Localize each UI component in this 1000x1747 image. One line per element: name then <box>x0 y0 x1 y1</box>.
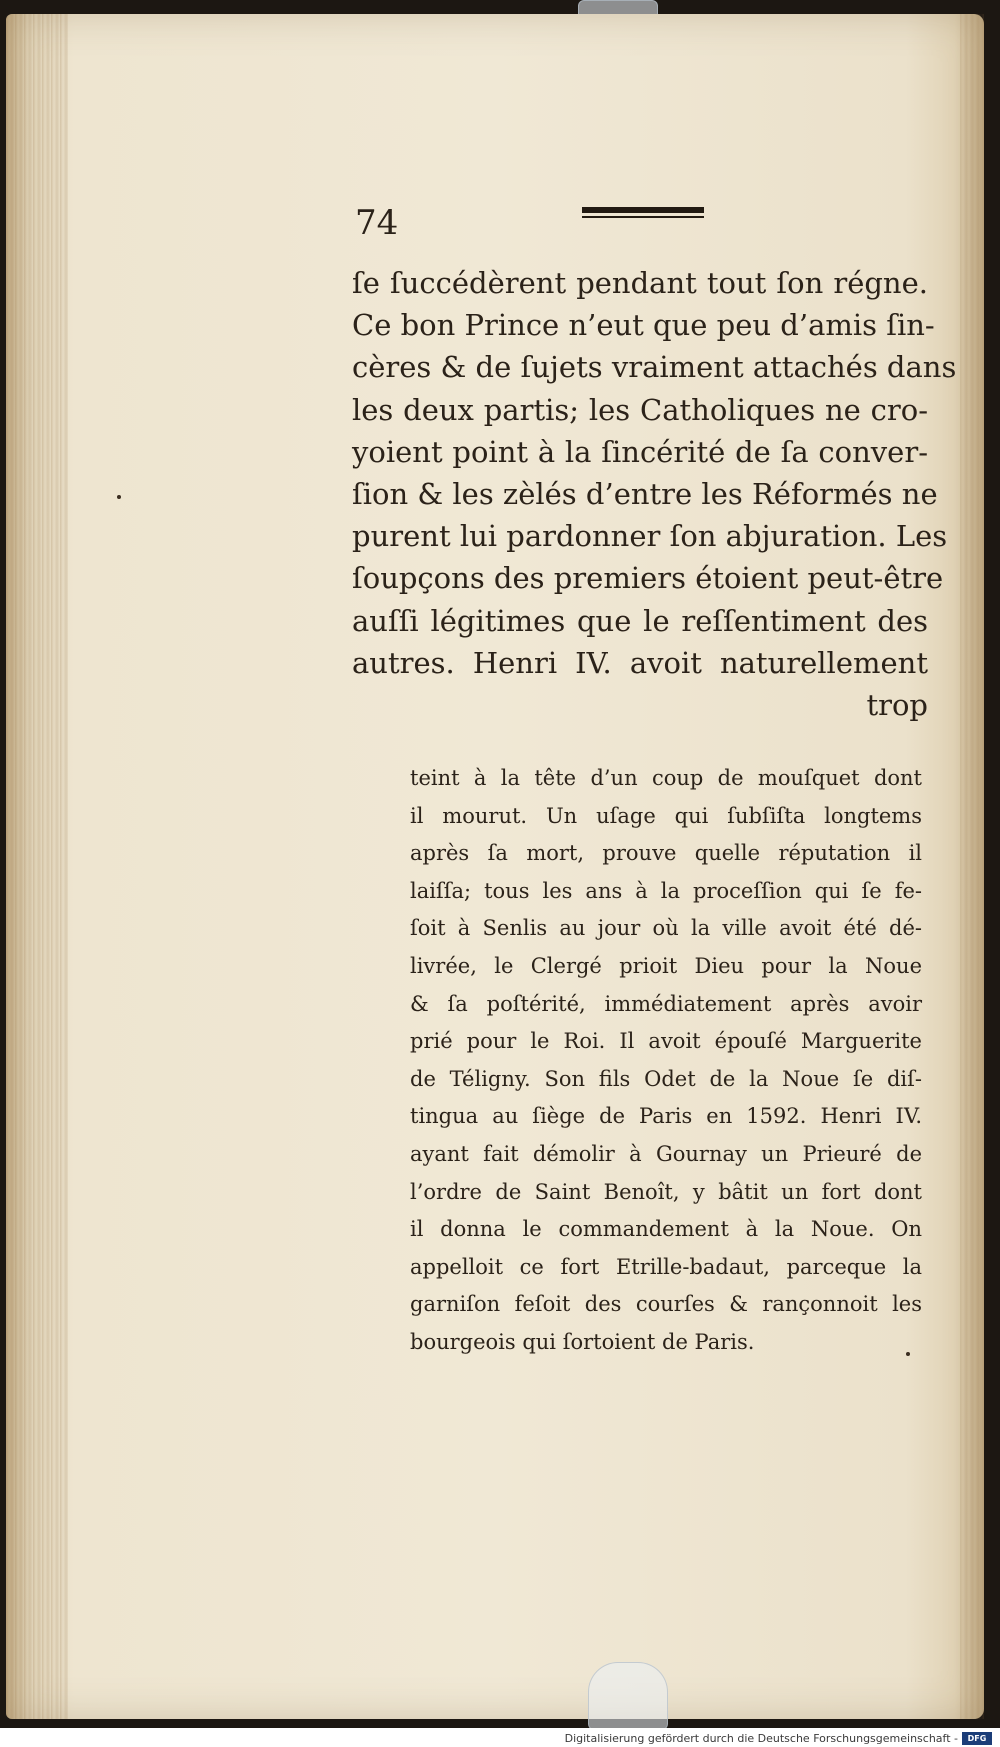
ornament-thick-line <box>582 207 704 213</box>
footnote-line: garniſon feſoit des courſes & rançonnoit les <box>410 1292 922 1317</box>
footnote-line: prié pour le Roi. Il avoit épouſé Marguerite <box>410 1029 922 1054</box>
footnote-line: il donna le commandement à la Noue. On <box>410 1217 922 1242</box>
footnote-line: teint à la tête d’un coup de mouſquet dont <box>410 766 922 790</box>
body-line: auſſi légitimes que le reſſentiment des <box>352 603 928 638</box>
body-line: autres. Henri IV. avoit naturellement <box>352 645 928 680</box>
catchword: trop <box>866 688 928 723</box>
body-line: ſion & les zèlés d’entre les Réformés ne <box>352 477 938 512</box>
footnote-line: & ſa poſtérité, immédiatement après avoir <box>410 991 922 1016</box>
footnote-line: ayant fait démolir à Gournay un Prieuré de <box>410 1141 922 1166</box>
footnote-line: tingua au ſiège de Paris en 1592. Henri IV. <box>410 1104 922 1129</box>
footnote-line: l’ordre de Saint Benoît, y bâtit un fort dont <box>410 1179 922 1204</box>
digitization-credit: Digitalisierung gefördert durch die Deutsche Forschungsgemeinschaft - <box>564 1732 958 1745</box>
body-line: ſoupçons des premiers étoient peut-être <box>352 561 944 596</box>
body-text <box>352 262 957 726</box>
footnote-line: appelloit ce fort Etrille-badaut, parceque la <box>410 1254 922 1279</box>
footnote-line: après ſa mort, prouve quelle réputation il <box>410 841 922 866</box>
page-number: 74 <box>355 203 399 243</box>
page-left-edge <box>6 14 68 1719</box>
footnote-text <box>410 760 922 1362</box>
page-holder-clip-bottom <box>588 1662 668 1728</box>
body-line: yoient point à la ſincérité de ſa conver- <box>352 434 928 469</box>
footnote-line: livrée, le Clergé prioit Dieu pour la Noue <box>410 953 922 978</box>
ornament-thin-line <box>582 216 704 218</box>
footnote-line: laiſſa; tous les ans à la proceſſion qui ſe fe- <box>410 878 922 903</box>
footnote-line: de Téligny. Son fils Odet de la Noue ſe diſ- <box>410 1066 922 1091</box>
header-ornament-rule <box>582 207 704 219</box>
body-line: purent lui pardonner ſon abjuration. Les <box>352 519 948 554</box>
body-line: les deux partis; les Catholiques ne cro- <box>352 392 928 427</box>
footnote-line: ſoit à Senlis au jour où la ville avoit été dé- <box>410 916 922 941</box>
dfg-logo: DFG <box>962 1732 992 1745</box>
page-right-edge <box>960 14 984 1719</box>
body-line: Ce bon Prince n’eut que peu d’amis ſin- <box>352 308 935 343</box>
body-line: ſe ſuccédèrent pendant tout ſon régne. <box>352 266 928 300</box>
footnote-line: il mourut. Un uſage qui ſubſiſta longtems <box>410 803 922 828</box>
footnote-line: bourgeois qui ſortoient de Paris. <box>410 1329 755 1354</box>
paper-speck <box>117 495 121 499</box>
body-line: cères & de ſujets vraiment attachés dans <box>352 350 957 385</box>
